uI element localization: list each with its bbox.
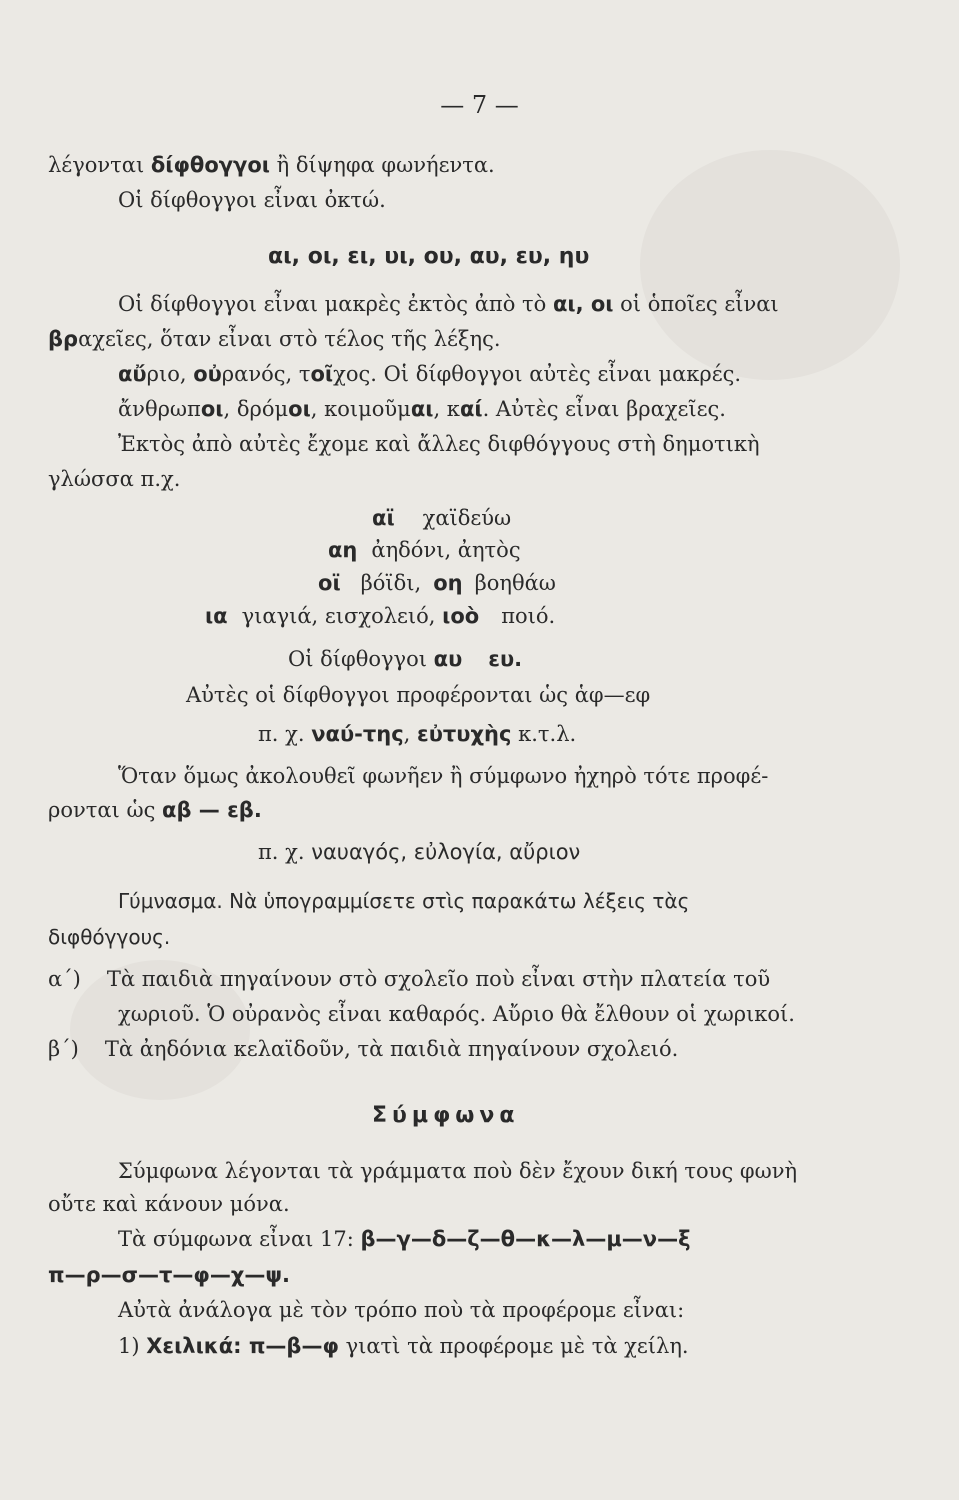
text-line: Οἱ δίφθογγοι αυ ευ. (288, 647, 523, 671)
paper-stain (640, 150, 900, 380)
text-line: Ἐκτὸς ἀπὸ αὐτὲς ἔχομε καὶ ἄλλες διφθόγγους στὴ δημοτικὴ (118, 432, 760, 456)
diphthong-list: αι, οι, ει, υι, ου, αυ, ευ, ηυ (268, 244, 590, 269)
text-line: 1) Χειλικά: π—β—φ γιατὶ τὰ προφέρομε μὲ τὰ χείλη. (118, 1334, 689, 1358)
example-line: αϊ χαϊδεύω (372, 506, 512, 530)
text-line: π. χ. ναύ-της, εὐτυχὴς κ.τ.λ. (258, 722, 577, 746)
example-line: οϊ βόϊδι, οη βοηθάω (318, 571, 556, 595)
exercise-item-b: β΄) Τὰ ἀηδόνια κελαϊδοῦν, τὰ παιδιὰ πηγαίνουν σχολειό. (48, 1037, 679, 1061)
text-line: οὔτε καὶ κάνουν μόνα. (48, 1192, 290, 1216)
text-line: Σύμφωνα λέγονται τὰ γράμματα ποὺ δὲν ἔχουν δική τους φωνὴ (118, 1159, 798, 1183)
text-line: γλώσσα π.χ. (48, 467, 181, 491)
text-line: Ὅταν ὅμως ἀκολουθεῖ φωνῆεν ἢ σύμφωνο ἠχηρὸ τότε προφέ- (118, 764, 769, 788)
example-line: αη ἀηδόνι, ἀητὸς (328, 538, 521, 562)
text-line: ἄνθρωποι, δρόμοι, κοιμοῦμαι, καί. Αὐτὲς εἶναι βραχεῖες. (118, 397, 726, 421)
text-line: Αὐτὰ ἀνάλογα μὲ τὸν τρόπο ποὺ τὰ προφέρομε εἶναι: (118, 1298, 685, 1322)
exercise-item-a: α΄) Τὰ παιδιὰ πηγαίνουν στὸ σχολεῖο ποὺ εἶναι στὴν πλατεία τοῦ (48, 967, 771, 991)
text-line: αὔριο, οὐρανός, τοῖχος. Οἱ δίφθογγοι αὐτὲς εἶναι μακρές. (118, 362, 742, 386)
text-line: Οἱ δίφθογγοι εἶναι μακρὲς ἐκτὸς ἀπὸ τὸ αι, οι οἱ ὁποῖες εἶναι (118, 292, 779, 316)
section-title: Σύμφωνα (372, 1103, 520, 1128)
text-line: βραχεῖες, ὅταν εἶναι στὸ τέλος τῆς λέξης. (48, 327, 501, 351)
text-line: διφθόγγους. (48, 925, 171, 949)
text-line: Τὰ σύμφωνα εἶναι 17: β—γ—δ—ζ—θ—κ—λ—μ—ν—ξ (118, 1227, 691, 1251)
text-line: χωριοῦ. Ὁ οὐρανὸς εἶναι καθαρός. Αὔριο θὰ ἔλθουν οἱ χωρικοί. (118, 1002, 795, 1026)
text-line: Οἱ δίφθογγοι εἶναι ὀκτώ. (118, 188, 386, 212)
text-line: Αὐτὲς οἱ δίφθογγοι προφέρονται ὡς ἁφ—εφ (186, 683, 651, 707)
text-line: π. χ. ναυαγός, εὐλογία, αὔριον (258, 840, 581, 864)
text-line: λέγονται δίφθογγοι ἢ δίψηφα φωνήεντα. (48, 153, 495, 177)
page-number: — 7 — (440, 91, 519, 119)
exercise-heading: Γύμνασμα. Νὰ ὑπογραμμίσετε στὶς παρακάτω λέξεις τὰς (118, 889, 690, 913)
example-line: ια γιαγιά, εισχολειό, ιοὸ ποιό. (205, 604, 556, 628)
text-line: ρονται ὡς αβ — εβ. (48, 798, 262, 822)
consonant-list: π—ρ—σ—τ—φ—χ—ψ. (48, 1263, 291, 1287)
